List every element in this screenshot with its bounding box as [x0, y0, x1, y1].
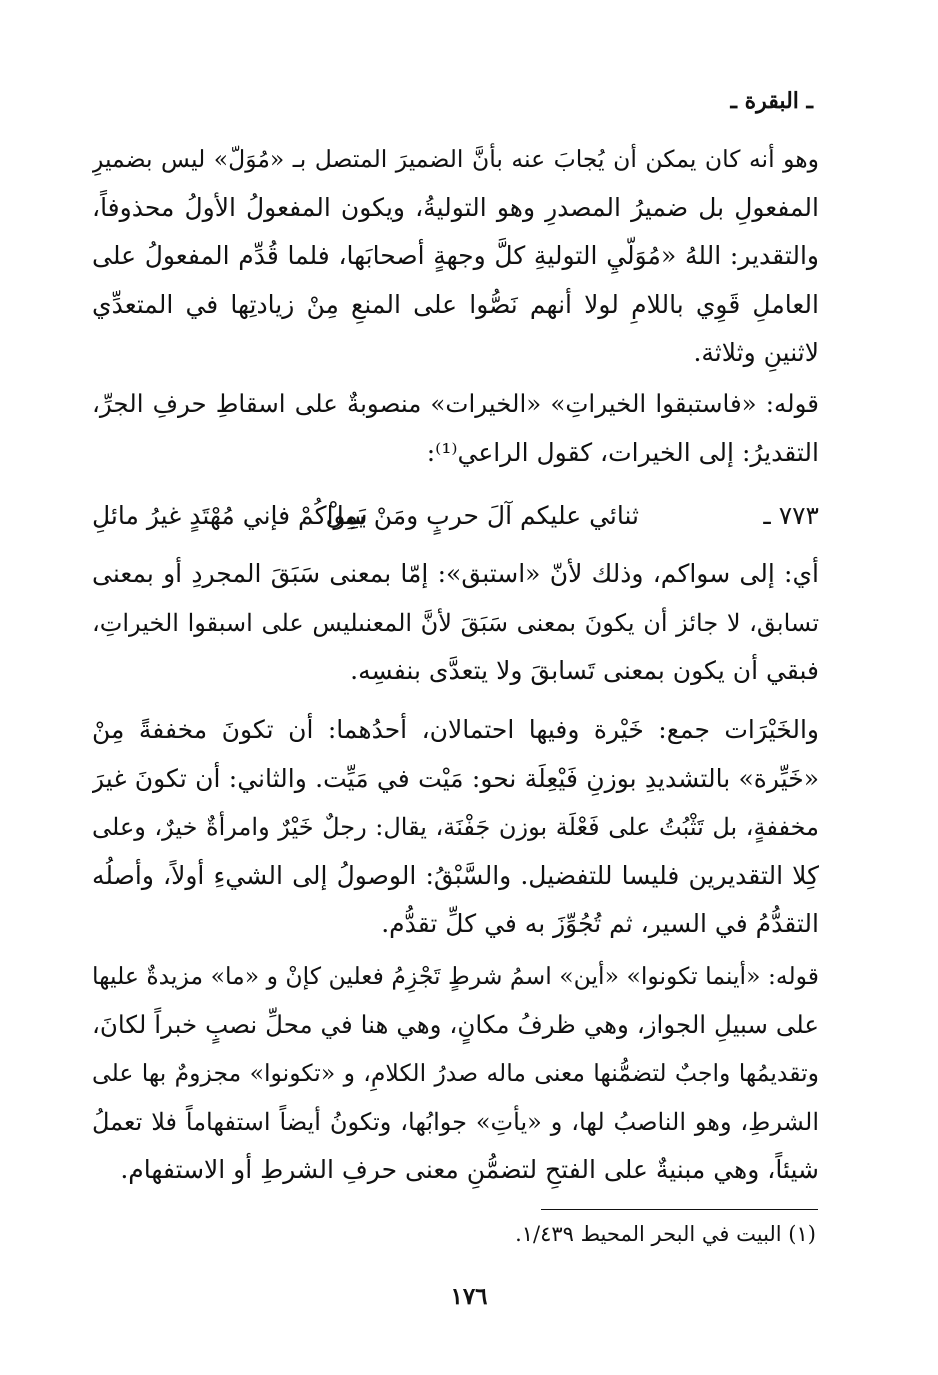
text-line: الشرطِ، وهو الناصبُ لها، و «يأتِ» جوابُها، وتكونُ أيضاً استفهاماً فلا تعملُ	[92, 1107, 819, 1136]
paragraph	[92, 706, 819, 949]
text-line: تسابق، لا جائز أن يكونَ بمعنى سَبَقَ لأنَّ المعنىليس على اسبقوا الخيراتِ،	[92, 608, 819, 637]
verse-second-hemistich: سِواكُمْ فإني مُهْتَدٍ غيرُ مائلِ	[92, 501, 368, 530]
verse-number: ٧٧٣ ـ	[763, 501, 819, 530]
paragraph	[92, 550, 819, 696]
paragraph	[92, 135, 819, 378]
text-line: شيئاً، وهي مبنيةٌ على الفتحِ لتضمُّنِ معنى حرفِ الشرطِ أو الاستفهام.	[120, 1155, 819, 1184]
text-line: والتقدير: اللهُ «مُوَلّيِ التوليةِ كلَّ وجهةٍ أصحابَها، فلما قُدِّم المفعولُ على	[92, 241, 819, 270]
text-line: أي: إلى سواكم، وذلك لأنّ «استبق»: إمّا بمعنى سَبَقَ المجردِ أو بمعنى	[92, 559, 819, 588]
text-line: وتقديمُها واجبٌ لتضمُّنها معنى ماله صدرُ الكلامِ، و «تكونوا» مجزومٌ بها على	[92, 1059, 819, 1087]
paragraph	[92, 952, 819, 1195]
page-header-title: ـ البقرة ـ	[730, 88, 813, 114]
text-line: قوله: «فاستبقوا الخيراتِ» «الخيرات» منصوبةٌ على اسقاطِ حرفِ الجرِّ،	[92, 389, 819, 418]
page-number: ١٧٦	[450, 1283, 488, 1310]
text-line: قوله: «أينما تكونوا» «أين» اسمُ شرطٍ تَجْزِمُ فعلين كإنْ و «ما» مزيدةٌ عليها	[92, 962, 819, 990]
text-line: التقديرُ: إلى الخيرات، كقول الراعي⁽¹⁾:	[426, 437, 819, 467]
poetry-verse	[92, 494, 819, 538]
paragraph	[92, 380, 819, 477]
footnote: (١) البيت في البحر المحيط ١/٤٣٩.	[515, 1222, 816, 1246]
text-line: والخَيْرَات جمع: خَيْرة وفيها احتمالان، أحدُهما: أن تكونَ مخففةً مِنْ	[92, 715, 819, 744]
text-line: مخففةٍ، بل تَثْبُتُ على فَعْلَة بوزن جَفْنَة، يقال: رجلٌ خَيْرٌ وامرأةٌ خيرٌ، وعلى	[92, 813, 819, 841]
text-line: «خَيِّرة» بالتشديدِ بوزنِ فَيْعِلَة نحو: مَيْت في مَيِّت. والثاني: أن تكونَ غيرَ	[92, 763, 819, 793]
text-line: وهو أنه كان يمكن أن يُجابَ عنه بأنَّ الضميرَ المتصل بـ «مُوَلّ» ليس بضميرِ	[92, 145, 819, 173]
text-line: العاملِ قَوِي باللامِ لولا أنهم نَصُّوا على المنعِ مِنْ زيادتِها في المتعدِّي	[92, 289, 819, 319]
text-line: على سبيلِ الجواز، وهي ظرفُ مكانٍ، وهي هنا في محلِّ نصبٍ خبراً لكانَ،	[92, 1009, 819, 1039]
text-line: التقدُّمُ في السير، ثم تُجُوِّزَ به في كلِّ تقدُّم.	[381, 909, 819, 938]
text-line: لاثنينِ وثلاثة.	[693, 338, 819, 367]
footnote-divider	[541, 1209, 818, 1210]
text-line: فبقي أن يكون بمعنى تَسابقَ ولا يتعدَّى بنفسِه.	[350, 656, 819, 685]
text-line: كِلا التقديرين فليسا للتفضيل. والسَّبْقُ: الوصولُ إلى الشيءِ أولاً، وأصلُه	[92, 860, 819, 890]
verse-first-hemistich: ثنائي عليكم آلَ حربٍ ومَنْ يَمِلْ	[325, 501, 639, 530]
text-line: المفعولِ بل ضميرُ المصدرِ وهو التوليةُ، ويكون المفعولُ الأولُ محذوفاً،	[92, 192, 819, 222]
